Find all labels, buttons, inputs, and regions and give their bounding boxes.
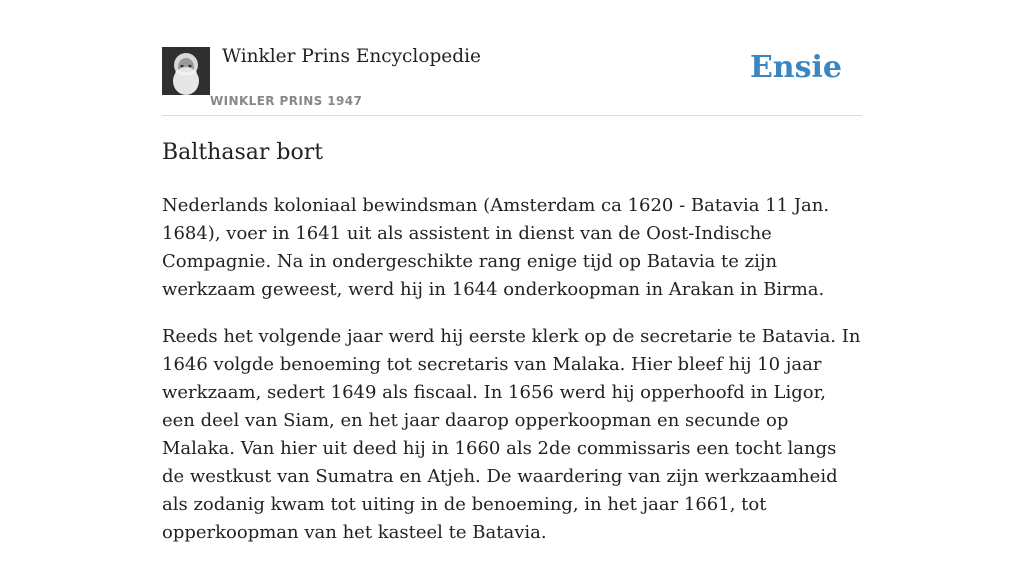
avatar[interactable] [162, 47, 210, 95]
bearded-man-portrait-icon [162, 47, 210, 95]
article-paragraph: Nederlands koloniaal bewindsman (Amsterdam ca 1620 - Batavia 11 Jan. 1684), voer in 1641 uit als assistent in dienst van de Oost-Indische Compagnie. Na in ondergeschikte rang enige tijd op Batavia te zijn werkzaam geweest, werd hij in 1644 onderkoopman in Arakan in Birma. [162, 195, 830, 300]
article-title: Balthasar bort [162, 140, 324, 165]
article-paragraph: Reeds het volgende jaar werd hij eerste klerk op de secretarie te Batavia. In 1646 volgde benoeming tot secretaris van Malaka. Hier bleef hij 10 jaar werkzaam, sedert 1649 als fiscaal. In 1656 werd hij opperhoofd in Ligor, een deel van Siam, en het jaar daarop opperkoopman en secunde op Malaka. Van hier uit deed hij in 1660 als 2de commissaris een tocht langs de westkust van Sumatra en Atjeh. De waardering van zijn werkzaamheid als zodanig kwam tot uiting in de benoeming, in het jaar 1661, tot opperkoopman van het kasteel te Batavia. [162, 326, 861, 543]
site-subtitle[interactable]: WINKLER PRINS 1947 [210, 94, 363, 108]
page-container [162, 0, 862, 543]
brand-logo[interactable]: Ensie [749, 50, 842, 85]
site-header [162, 0, 862, 116]
site-title[interactable]: Winkler Prins Encyclopedie [222, 46, 481, 67]
article-body [162, 192, 862, 566]
